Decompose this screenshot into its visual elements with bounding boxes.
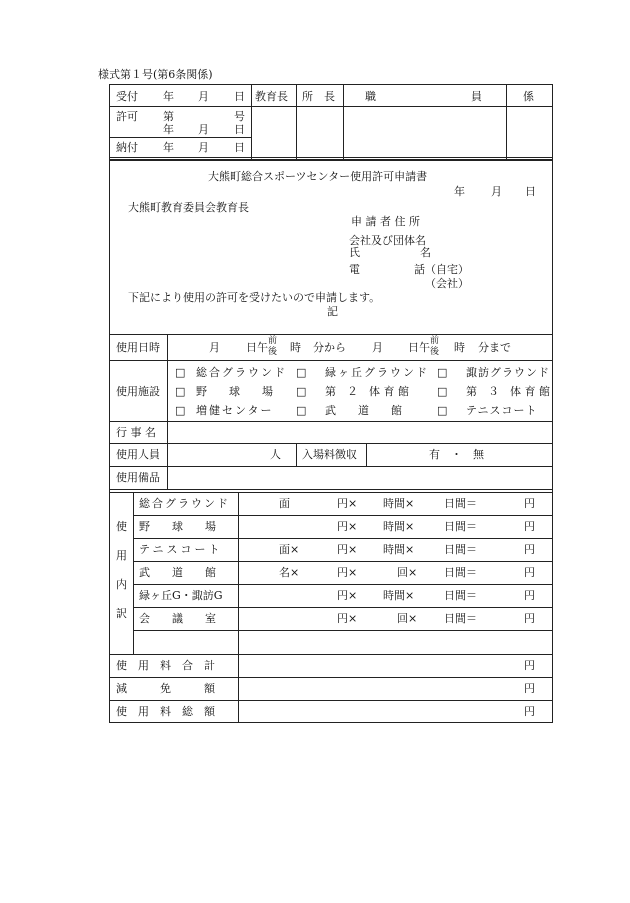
form-title: 大熊町総合スポーツセンター使用許可申請書 bbox=[208, 170, 428, 183]
ki-label: 記 bbox=[327, 305, 338, 318]
nofu-label: 納付 bbox=[116, 141, 138, 154]
checkbox[interactable]: □ bbox=[437, 404, 448, 417]
admission-fee-value[interactable]: 有 ・ 無 bbox=[429, 448, 484, 461]
checkbox[interactable]: □ bbox=[296, 366, 307, 379]
checkbox[interactable]: □ bbox=[437, 366, 448, 379]
admission-fee-label: 入場料徴収 bbox=[302, 448, 357, 461]
addressee: 大熊町教育委員会教育長 bbox=[128, 201, 249, 214]
applicant-address-label: 申 請 者 住 所 bbox=[351, 215, 420, 228]
statement: 下記により使用の許可を受けたいので申請します。 bbox=[128, 291, 381, 304]
checkbox[interactable]: □ bbox=[296, 404, 307, 417]
usage-date-label: 使用日時 bbox=[116, 341, 160, 354]
checkbox[interactable]: □ bbox=[296, 385, 307, 398]
shocho-label: 所 長 bbox=[302, 90, 335, 103]
people-label: 使用人員 bbox=[116, 448, 160, 461]
shoku-label: 職 bbox=[365, 90, 376, 103]
kakari-label: 係 bbox=[523, 90, 534, 103]
checkbox[interactable]: □ bbox=[437, 385, 448, 398]
uketsuke-label: 受付 bbox=[116, 90, 138, 103]
checkbox[interactable]: □ bbox=[175, 404, 186, 417]
checkbox[interactable]: □ bbox=[175, 385, 186, 398]
kyoikucho-label: 教育長 bbox=[255, 90, 288, 103]
applicant-org-label: 会社及び団体名 bbox=[349, 234, 426, 247]
in-label: 員 bbox=[471, 90, 482, 103]
application-table bbox=[109, 160, 553, 723]
checkbox[interactable]: □ bbox=[175, 366, 186, 379]
facility-label: 使用施設 bbox=[116, 385, 160, 398]
kyoka-label: 許可 bbox=[116, 110, 138, 123]
equipment-label: 使用備品 bbox=[116, 471, 160, 484]
form-number: 様式第１号(第6条関係) bbox=[98, 68, 213, 81]
event-name-label: 行 事 名 bbox=[116, 426, 156, 439]
